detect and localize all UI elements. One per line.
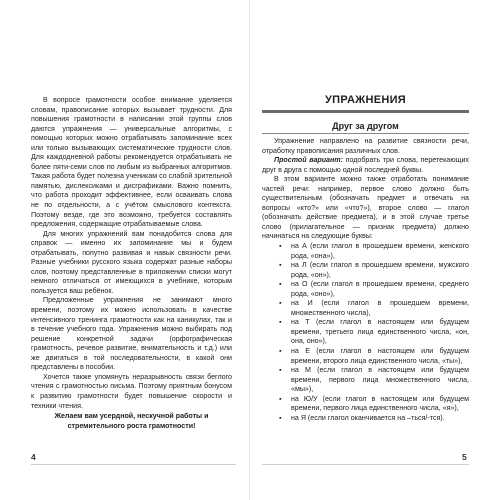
list-item: ▪ на Ю/У (если глагол в настоящем или будущем времени, первого лица единственного числа, «я»), (279, 394, 469, 413)
simple-variant-label: Простой вариант: (274, 156, 343, 165)
heading-rule (262, 133, 469, 134)
exercise-heading: Друг за другом (332, 121, 399, 131)
left-page-body (31, 96, 232, 431)
paragraph: Для многих упражнений вам понадобится слова для справок — именно их запоминание мы и будем отрабатывать, попутно развивая и навык связности речи. Разные учебники русского языка содержат разные наборы слов, поэтому представленные в приложении списки могут немного отличаться от имеющихся в учебнике, которым пользуется ваш ребёнок. (31, 229, 232, 295)
section-title: УПРАЖНЕНИЯ (324, 94, 407, 106)
list-item: ▪ на М (если глагол в настоящем или будущем времени, первого лица множественного числа, «мы»), (279, 366, 469, 394)
bullet-icon: ▪ (279, 242, 282, 251)
simple-variant (262, 156, 469, 175)
footer-rule (31, 464, 236, 465)
title-rule (262, 110, 469, 113)
exercise-intro: Упражнение направлено на развитие связности речи, отработку правописания различных слов. (262, 137, 469, 155)
bullet-icon: ▪ (279, 318, 282, 327)
bullet-icon: ▪ (279, 280, 282, 289)
bullet-icon: ▪ (279, 261, 282, 270)
list-item: ▪ на А (если глагол в прошедшем времени, женского рода, «она»), (279, 242, 469, 260)
footer-rule (262, 464, 469, 465)
paragraph: В вопросе грамотности особое внимание уделяется словам, правописание которых вызывает трудности. Для повышения грамотности в написании этой группы слов даются упражнения — универсальные алгоритмы, с помощью которых можно отрабатывать запоминание всех или только вызывающих систематические трудности слов. Для каждодневной работы рекомендуется отрабатывать не более пяти-семи слов по любым из выбранных алгоритмов. Такая работа будет полезна ученикам со слабой зрительной памятью, дислексиками и дисграфиками. Важно помнить, что работа проходит эффективнее, если осваивать слова не по отдельности, а с учётом смыслового контекста. Поэтому везде, где это возможно, требуется составлять предложения, содержащие отрабатываемые слова. (31, 96, 232, 229)
list-item: ▪ на Т (если глагол в настоящем или будущем времени, третьего лица единственного числа, «он, она, оно»), (279, 318, 469, 346)
list-item: ▪ на О (если глагол в прошедшем времени, среднего рода, «оно»), (279, 280, 469, 298)
list-item: ▪ на И (если глагол в прошедшем времени, множественного числа), (279, 299, 469, 317)
list-item: ▪ на Л (если глагол в прошедшем времени, мужского рода, «он»), (279, 261, 469, 279)
right-page-body (262, 137, 469, 423)
closing-wish: Желаем вам усердной, нескучной работы и стремительного роста грамотности! (54, 412, 209, 430)
list-item: ▪ на Е (если глагол в настоящем или будущем времени, второго лица единственного числа, «ты»), (279, 347, 469, 365)
page-number: 4 (31, 452, 36, 462)
paragraph: Предложенные упражнения не занимают много времени, поэтому их можно использовать в качестве интенсивного тренинга грамотности как на каникулах, так и в течение учебного года. Упражнения можно выбирать под решение конкретной задачи (орфографическая грамотность, речевое развитие, внимательность и т.д.) или же двигаться в той последовательности, в какой они представлены в пособии. (31, 296, 232, 372)
letter-rules-list (262, 242, 469, 423)
page-number: 5 (462, 452, 467, 462)
bullet-icon: ▪ (279, 347, 282, 356)
bullet-icon: ▪ (279, 366, 282, 375)
list-item: ▪ на Я (если глагол оканчивается на –ться/-тся). (279, 413, 445, 422)
bullet-icon: ▪ (279, 394, 282, 403)
variant-description: В этом варианте можно также отработать понимание частей речи: например, первое слово должно быть существительным (обозначать предмет и отвечать на вопросы «кто?» или «что?»), второе слово — глагол (обозначать действие предмета), и в этой случае третье слово (прилагательное — признак предмета) должно начинаться на следующие буквы: (262, 175, 469, 241)
right-page (250, 0, 500, 500)
simple-variant-text: подобрать три слова, перетекающих друг в друга с помощью одной последней буквы. (262, 156, 469, 174)
bullet-icon: ▪ (279, 413, 282, 422)
bullet-icon: ▪ (279, 299, 282, 308)
paragraph: Хочется также упомянуть неразрывность связи беглого чтения с грамотностью письма. Поэтому приятным бонусом к развитию грамотности будет повышение скорости и техники чтения. (31, 372, 232, 410)
